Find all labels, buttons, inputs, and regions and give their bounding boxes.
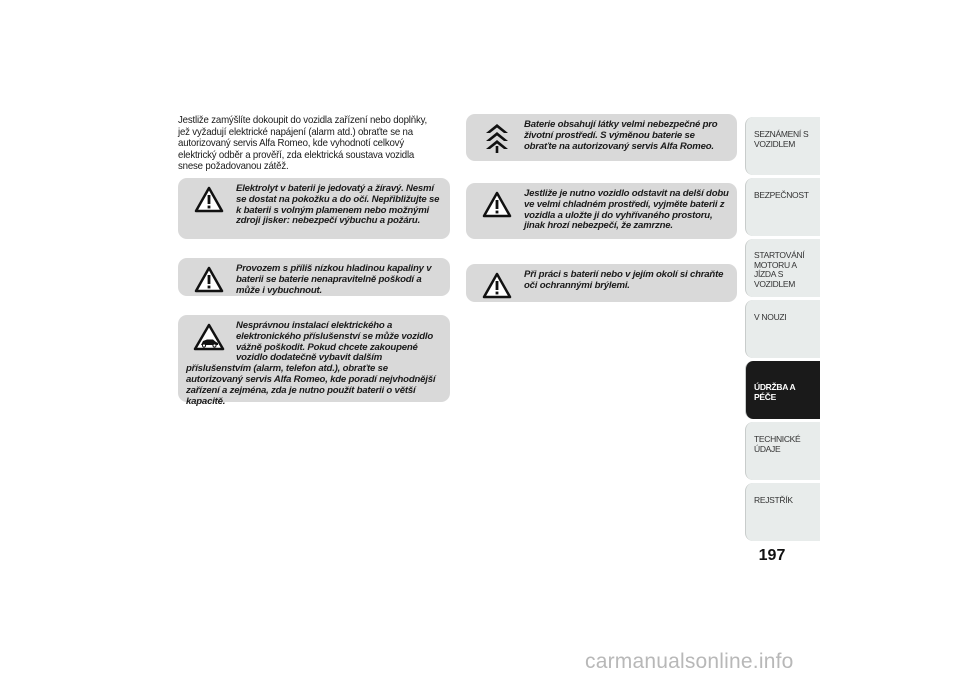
page-number: 197	[758, 547, 786, 564]
tab-technicke-udaje[interactable]: TECHNICKÉ ÚDAJE	[745, 422, 820, 480]
warning-triangle-icon	[474, 191, 520, 225]
watermark: carmanualsonline.info	[585, 650, 794, 673]
warning-triangle-icon	[474, 272, 520, 298]
warning-box-cold-storage	[466, 183, 737, 239]
warning-box-eye-protection	[466, 264, 737, 302]
warning-text: Baterie obsahují látky velmi nebezpečné pro životní prostředí. S výměnou baterie se obraťte na autorizovaný servis Alfa Romeo.	[524, 119, 718, 152]
tab-rejstrik[interactable]: REJSTŘÍK	[745, 483, 820, 541]
tab-udrzba-a-pece[interactable]: ÚDRŽBA A PÉČE	[745, 361, 820, 419]
tab-v-nouzi[interactable]: V NOUZI	[745, 300, 820, 358]
tab-seznameni-s-vozidlem[interactable]: SEZNÁMENÍ S VOZIDLEM	[745, 117, 820, 175]
intro-paragraph: Jestliže zamýšlíte dokoupit do vozidla zařízení nebo doplňky, jež vyžadují elektrické napájení (alarm atd.) obraťte se na autorizovaný servis Alfa Romeo, kde vyhodnotí celkový elektrický odběr a prověří, zda elektrická soustava vozidla snese požadovanou zátěž.	[178, 114, 428, 172]
warning-box-electrolyte	[178, 178, 450, 239]
warning-text: Nesprávnou instalací elektrického a elektronického příslušenství se může vozidlo vážně poškodit. Pokud chcete zakoupené vozidlo dodatečně vybavit dalším příslušenstvím (alarm, telefon atd.), obraťte se autorizovaný servis Alfa Romeo, kde poradí nejvhodnější zařízení a zejména, zda je nutno použít baterii o větší kapacitě.	[186, 320, 436, 407]
warning-triangle-icon	[186, 186, 232, 220]
warning-text: Při práci s baterií nebo v jejím okolí si chraňte oči ochrannými brýlemi.	[524, 269, 724, 291]
car-triangle-icon	[186, 323, 232, 357]
environment-tree-icon	[474, 122, 520, 156]
warning-box-fluid-level	[178, 258, 450, 296]
warning-text: Provozem s příliš nízkou hladinou kapaliny v baterii se baterie nenapravitelně poškodí a může i vybuchnout.	[236, 263, 432, 296]
warning-text: Elektrolyt v baterii je jedovatý a žíravý. Nesmí se dostat na pokožku a do očí. Nepřibližujte se k baterii s volným plamenem nebo možnými zdroji jisker: nebezpečí výbuchu a požáru.	[236, 183, 440, 227]
warning-box-environment	[466, 114, 737, 161]
tab-startovani[interactable]: STARTOVÁNÍ MOTORU A JÍZDA S VOZIDLEM	[745, 239, 820, 297]
tab-bezpecnost[interactable]: BEZPEČNOST	[745, 178, 820, 236]
warning-triangle-icon	[186, 266, 232, 292]
warning-text: Jestliže je nutno vozidlo odstavit na delší dobu ve velmi chladném prostředí, vyjměte baterii z vozidla a uložte ji do vyhřívaného prostoru, jinak hrozí nebezpečí, že zamrzne.	[524, 188, 729, 232]
warning-box-accessories	[178, 315, 450, 407]
